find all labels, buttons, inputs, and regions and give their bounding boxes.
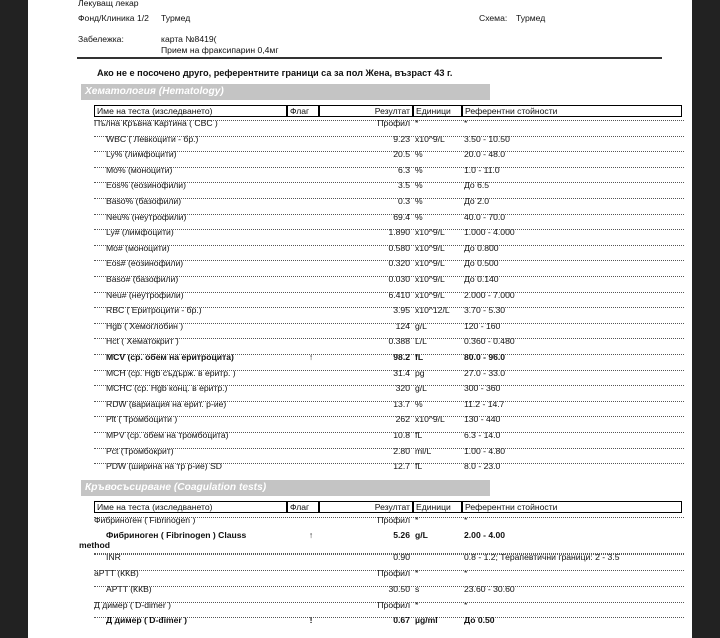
unit-value: % — [415, 211, 423, 222]
unit-value: x10^9/L — [415, 414, 445, 425]
reference-range: 0.8 - 1.2; Терапевтични граници: 2 - 3.5 — [464, 552, 620, 562]
reference-range: 20.0 - 48.0 — [464, 149, 506, 160]
test-name: Д димер ( D-dimer ) — [106, 615, 187, 625]
section-title-hematology: Хематология (Hematology) — [81, 84, 490, 100]
note-label: Забележка: — [78, 34, 124, 44]
unit-value: * — [415, 600, 419, 610]
test-name: MCHC (ср. Hgb конц. в еритр.) — [106, 383, 228, 394]
test-name: Mo% (моноцити) — [106, 164, 173, 175]
test-name: Hgb ( Хемоглобин ) — [106, 320, 184, 331]
result-value: 3.5 — [398, 180, 410, 191]
test-name: Baso% (базофили) — [106, 196, 182, 206]
test-name: Ly% (лимфоцити) — [106, 149, 177, 160]
unit-value: x10^12/L — [415, 305, 450, 316]
col-header-name: Име на теста (изследването) — [94, 501, 287, 513]
header-divider — [77, 57, 662, 59]
scheme-label: Схема: — [479, 13, 508, 23]
col-header-result: Резултат — [319, 501, 413, 513]
test-name: aPTT (ККВ) — [94, 568, 139, 578]
doctor-label: Лекуващ лекар — [78, 0, 139, 8]
test-name: RDW (вариация на ерит. р-ие) — [106, 398, 227, 409]
result-value: 20.5 — [393, 149, 410, 160]
result-value: 31.4 — [393, 367, 410, 378]
test-name: APTT (ККВ) — [106, 584, 152, 594]
result-value: 0.388 — [388, 336, 410, 347]
unit-value: x10^9/L — [415, 274, 445, 284]
reference-range: До 0.50 — [464, 615, 495, 625]
col-header-flag: Флаг — [287, 105, 319, 117]
table-row — [79, 530, 684, 551]
unit-value: x10^9/L — [415, 242, 445, 253]
result-value: 13.7 — [393, 398, 410, 409]
unit-value: µg/ml — [415, 615, 438, 625]
test-name: Eos% (еозинофили) — [106, 180, 186, 191]
col-header-result: Резултат — [319, 105, 413, 117]
reference-range: До 0.800 — [464, 242, 499, 253]
unit-value: % — [415, 149, 423, 160]
reference-range: 11.2 - 14.7 — [464, 398, 505, 409]
col-header-units: Единици — [413, 105, 462, 117]
fund-label: Фонд/Клиника 1/2 — [78, 13, 149, 23]
reference-range: 1.000 - 4.000 — [464, 227, 515, 238]
unit-value: * — [415, 515, 419, 525]
reference-range: 40.0 - 70.0 — [464, 211, 506, 222]
test-name: INR — [106, 552, 121, 562]
reference-range: * — [464, 600, 468, 610]
unit-value: x10^9/L — [415, 258, 445, 269]
unit-value: L/L — [415, 336, 427, 347]
reference-range: До 0.140 — [464, 274, 499, 284]
reference-range: 80.0 - 96.0 — [464, 352, 506, 362]
col-header-reference: Референтни стойности — [462, 105, 682, 117]
flag-indicator: ↑ — [308, 530, 314, 540]
result-value: 30.50 — [388, 584, 410, 594]
col-header-reference: Референтни стойности — [462, 501, 682, 513]
test-name: MCV (ср. обем на еритроцита) — [106, 352, 234, 362]
col-header-flag: Флаг — [287, 501, 319, 513]
test-name: Фибриноген ( Fibrinogen ) Clauss — [106, 530, 247, 540]
reference-range: 2.00 - 4.00 — [464, 530, 506, 540]
result-value: 5.26 — [393, 530, 410, 540]
reference-range: 3.50 - 10.50 — [464, 133, 510, 144]
test-name: Mo# (моноцити) — [106, 242, 170, 253]
reference-range: 6.3 - 14.0 — [464, 430, 501, 440]
result-value: Профил — [377, 600, 410, 610]
test-name: Neu# (неутрофили) — [106, 289, 184, 300]
reference-range: 0.360 - 0.480 — [464, 336, 515, 347]
unit-value: fL — [415, 430, 423, 440]
test-name: Д димер ( D-dimer ) — [94, 600, 171, 610]
result-value: 124 — [395, 320, 410, 331]
result-value: 3.95 — [393, 305, 410, 316]
reference-range: * — [464, 568, 468, 578]
unit-value: % — [415, 164, 423, 175]
flag-indicator: ! — [309, 615, 313, 625]
fund-value: Турмед — [161, 13, 191, 23]
reference-range: До 6.5 — [464, 180, 490, 191]
result-value: 1.890 — [388, 227, 410, 238]
result-value: Профил — [377, 568, 410, 578]
result-value: 262 — [395, 414, 410, 425]
result-value: 0.90 — [393, 552, 410, 562]
reference-range: До 2.0 — [464, 196, 490, 206]
result-value: 12.7 — [393, 461, 410, 472]
test-name: Ly# (лимфоцити) — [106, 227, 174, 238]
reference-range: 1.0 - 11.0 — [464, 164, 500, 175]
reference-range: 1.00 - 4.80 — [464, 445, 506, 456]
result-value: 0.3 — [398, 196, 410, 206]
test-name: Eos# (еозинофили) — [106, 258, 184, 269]
result-value: 0.67 — [393, 615, 410, 625]
unit-value: * — [415, 568, 419, 578]
unit-value: s — [415, 584, 420, 594]
result-value: 0.030 — [388, 274, 410, 284]
test-name: Фибриноген ( Fibrinogen ) — [94, 515, 196, 525]
result-value: 0.320 — [388, 258, 410, 269]
result-value: Профил — [377, 118, 410, 128]
result-value: 6.410 — [388, 289, 410, 300]
unit-value: g/L — [415, 383, 427, 394]
test-name: Hct ( Хематокрит ) — [106, 336, 179, 347]
unit-value: g/L — [415, 320, 427, 331]
reference-note: Ако не е посочено друго, референтните граници са за пол Жена, възраст 43 г. — [97, 68, 453, 78]
test-name: WBC ( Левкоцити - бр.) — [106, 133, 199, 144]
unit-value: ml/L — [415, 445, 432, 456]
reference-range: 8.0 - 23.0 — [464, 461, 501, 472]
result-value: 69.4 — [393, 211, 410, 222]
test-name: Пълна Кръвна Картина ( CBC ) — [94, 118, 218, 128]
unit-value: g/L — [415, 530, 428, 540]
result-value: 2.80 — [393, 445, 410, 456]
result-value: 10.8 — [393, 430, 410, 440]
reference-range: 23.60 - 30.60 — [464, 584, 515, 594]
reference-range: * — [464, 515, 468, 525]
reference-range: * — [464, 118, 468, 128]
note-line-2: Прием на фраксипарин 0,4мг — [161, 45, 279, 55]
flag-indicator: ↑ — [308, 352, 314, 362]
unit-value: fL — [415, 461, 423, 472]
note-line-1: карта №8419( — [161, 34, 217, 44]
test-name: RBC ( Еритроцити - бр.) — [106, 305, 202, 316]
reference-range: 300 - 360 — [464, 383, 501, 394]
result-value: 0.580 — [388, 242, 410, 253]
unit-value: x10^9/L — [415, 227, 445, 238]
scheme-value: Турмед — [516, 13, 546, 23]
test-name-continued: method — [79, 540, 111, 550]
reference-range: 2.000 - 7.000 — [464, 289, 515, 300]
col-header-name: Име на теста (изследването) — [94, 105, 287, 117]
unit-value: x10^9/L — [415, 289, 445, 300]
test-name: Neu% (неутрофили) — [106, 211, 187, 222]
unit-value: pg — [415, 367, 425, 378]
test-name: Pct (Тромбокрит) — [106, 445, 174, 456]
unit-value: % — [415, 196, 423, 206]
reference-range: До 0.500 — [464, 258, 499, 269]
lab-report-page — [28, 0, 692, 638]
reference-range: 130 - 440 — [464, 414, 501, 425]
result-value: Профил — [377, 515, 410, 525]
result-value: 9.23 — [393, 133, 410, 144]
unit-value: % — [415, 398, 423, 409]
reference-range: 27.0 - 33.0 — [464, 367, 506, 378]
test-name: Baso# (базофили) — [106, 274, 179, 284]
unit-value: % — [415, 180, 423, 191]
test-name: PDW (ширина на тр р-ие) SD — [106, 461, 222, 472]
col-header-units: Единици — [413, 501, 462, 513]
test-name: MCH (ср. Hgb съдърж. в еритр. ) — [106, 367, 236, 378]
reference-range: 3.70 - 5.30 — [464, 305, 506, 316]
result-value: 98.2 — [393, 352, 410, 362]
test-name: Plt ( Тромбоцити ) — [106, 414, 178, 425]
result-value: 6.3 — [398, 164, 410, 175]
section-title-coagulation: Кръвосъсирване (Coagulation tests) — [81, 480, 490, 496]
reference-range: 120 - 160 — [464, 320, 501, 331]
unit-value: * — [415, 118, 419, 128]
test-name: MPV (ср. обем на тромбоцита) — [106, 430, 229, 440]
result-value: 320 — [395, 383, 410, 394]
unit-value: x10^9/L — [415, 133, 445, 144]
unit-value: fL — [415, 352, 424, 362]
